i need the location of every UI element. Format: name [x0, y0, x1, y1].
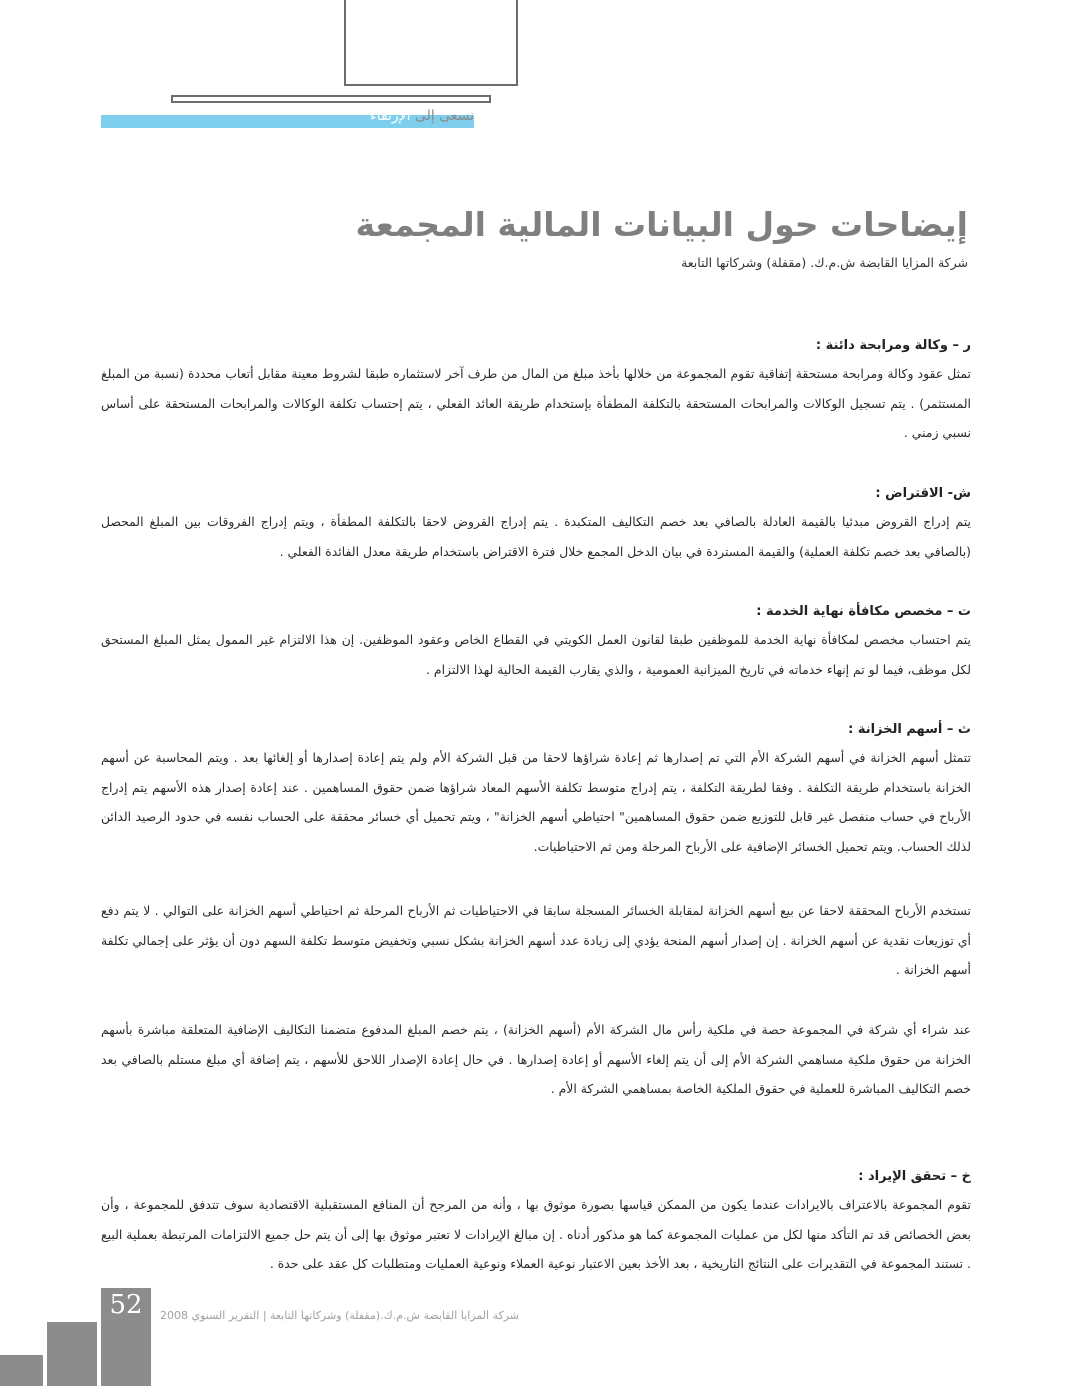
page-title: إيضاحات حول البيانات المالية المجمعة	[355, 205, 968, 244]
section-heading: ر – وكالة ومرابحة دائنة :	[815, 338, 971, 353]
tagline-part1: نسعى إلى	[414, 108, 475, 124]
section-paragraph: تمثل عقود وكالة ومرابحة مستحقة إتفاقية تقوم المجموعة من خلالها بأخذ مبلغ من المال من طرف آخر لاستثماره طبقا لشروط معينة مقابل أتعاب محددة (نسبة من المبلغ المستثمر) . يتم تسجيل الوكالات والمرابحات المستحقة بالتكلفة المطفأة بإستخدام طريقة العائد الفعلي ، يتم إحتساب تكلفة الوكالات والمرابحات المستحقة على أساس نسبي زمني .	[101, 366, 971, 440]
section-end-of-service	[101, 604, 971, 684]
footer-block	[47, 1322, 97, 1386]
page-number: 52	[109, 1290, 143, 1320]
section-treasury-shares-cont2	[101, 1015, 971, 1104]
section-borrowing	[101, 486, 971, 566]
section-wakala	[101, 338, 971, 448]
section-heading: ث – أسهم الخزانة :	[848, 722, 971, 737]
section-treasury-shares-cont1	[101, 896, 971, 985]
section-paragraph: تستخدم الأرباح المحققة لاحقا عن بيع أسهم الخزانة لمقابلة الخسائر المسجلة سابقا في الاحتياطيات ثم الأرباح المرحلة ثم احتياطي أسهم الخزانة على التوالي . لا يتم دفع أي توزيعات نقدية عن أسهم الخزانة . إن إصدار أسهم المنحة يؤدي إلى زيادة عدد أسهم الخزانة بشكل نسبي وتخفيض متوسط تكلفة السهم دون أن يؤثر على إجمالي تكلفة أسهم الخزانة .	[101, 903, 971, 977]
header-tagline	[370, 108, 474, 124]
tagline-part2: الإرتقاء	[370, 108, 411, 124]
section-paragraph: يتم احتساب مخصص لمكافأة نهاية الخدمة للموظفين طبقا لقانون العمل الكويتي في القطاع الخاص وعقود الموظفين. إن هذا الالتزام غير الممول يمثل المبلغ المستحق لكل موظف، فيما لو تم إنهاء خدماته في تاريخ الميزانية العمومية ، والذي يقارب القيمة الحالية لهذا الالتزام .	[101, 632, 971, 677]
page-subtitle: شركة المزايا القابضة ش.م.ك. (مقفلة) وشركاتها التابعة	[681, 255, 968, 270]
section-heading: خ – تحقق الإيراد :	[858, 1169, 971, 1184]
footer-text: شركة المزايا القابضة ش.م.ك.(مقفلة) وشركاتها التابعة | التقرير السنوي 2008	[160, 1309, 519, 1322]
section-paragraph: تتمثل أسهم الخزانة في أسهم الشركة الأم التي تم إصدارها ثم إعادة شراؤها لاحقا من قبل الشركة الأم ولم يتم إعادة إصدارها أو إلغائها بعد . ويتم المحاسبة عن أسهم الخزانة باستخدام طريقة التكلفة . وفقا لطريقة التكلفة ، يتم إدراج متوسط تكلفة الأسهم المعاد شراؤها ضمن حقوق المساهمين . عند إعادة إصدار هذه الأسهم يتم إدراج الأرباح في حساب منفصل غير قابل للتوزيع ضمن حقوق المساهمين" احتياطي أسهم الخزانة" ، ويتم تحميل أي خسائر محققة على الحساب نفسه في حدود الرصيد الدائن لذلك الحساب. ويتم تحميل الخسائر الإضافية على الأرباح المرحلة ومن ثم الاحتياطيات.	[101, 750, 971, 854]
section-revenue-recognition	[101, 1169, 971, 1279]
section-paragraph: تقوم المجموعة بالاعتراف بالايرادات عندما يكون من الممكن قياسها بصورة موثوق بها ، وأنه من المرجح أن المنافع المستقبلية الاقتصادية سوف تتدفق للمجموعة ، وأن بعض الخصائص قد تم التأكد منها لكل من عمليات المجموعة كما هو مذكور أدناه . إن مبالغ الإيرادات لا تعتبر موثوق بها إلى أن يتم حل جميع الالتزامات المرتبطة بعملية البيع . تستند المجموعة في التقديرات على النتائج التاريخية ، بعد الأخذ بعين الاعتبار نوعية العملاء ونوعية العمليات ومتطلبات كل عقد على حدة .	[101, 1197, 971, 1271]
section-heading: ش- الاقتراض :	[875, 486, 971, 501]
decorative-frame	[344, 0, 518, 86]
footer-block	[0, 1355, 43, 1386]
decorative-bar	[171, 95, 491, 103]
section-heading: ت – مخصص مكافأة نهاية الخدمة :	[756, 604, 971, 619]
section-paragraph: عند شراء أي شركة في المجموعة حصة في ملكية رأس مال الشركة الأم (أسهم الخزانة) ، يتم خصم المبلغ المدفوع متضمنا التكاليف الإضافية المتعلقة مباشرة بأسهم الخزانة من حقوق ملكية مساهمي الشركة الأم إلى أن يتم إلغاء الأسهم أو إعادة إصدارها . في حال إعادة الإصدار اللاحق للأسهم ، يتم إضافة أي مبلغ مستلم بالصافي بعد خصم التكاليف المباشرة للعملية في حقوق الملكية الخاصة بمساهمي الشركة الأم .	[101, 1022, 971, 1096]
section-paragraph: يتم إدراج القروض مبدئيا بالقيمة العادلة بالصافي بعد خصم التكاليف المتكبدة . يتم إدراج القروض لاحقا بالتكلفة المطفأة ، ويتم إدراج الفروقات بين المبلغ المحصل (بالصافي بعد خصم تكلفة العملية) والقيمة المستردة في بيان الدخل المجمع خلال فترة الاقتراض باستخدام طريقة معدل الفائدة الفعلي .	[101, 514, 971, 559]
section-treasury-shares	[101, 722, 971, 861]
